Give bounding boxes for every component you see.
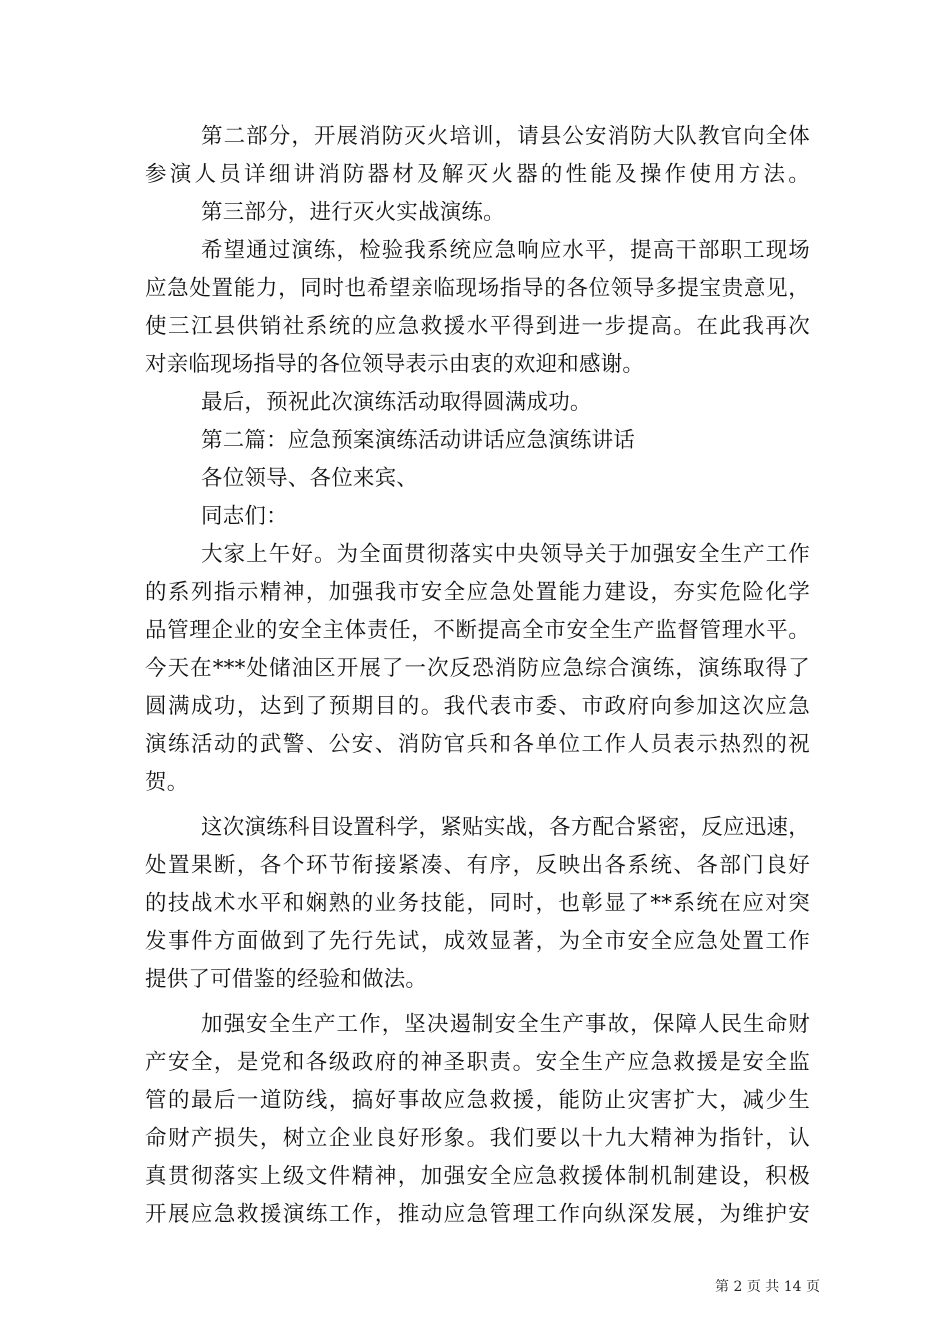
- text-line: 品管理企业的安全主体责任，不断提高全市安全生产监督管理水平。: [145, 618, 810, 643]
- section-heading: 第二篇：应急预案演练活动讲话应急演练讲话: [201, 428, 636, 453]
- text-line: 对亲临现场指导的各位领导表示由衷的欢迎和感谢。: [145, 352, 645, 377]
- text-line: 第三部分，进行灭火实战演练。: [201, 200, 505, 225]
- text-line: 的系列指示精神，加强我市安全应急处置能力建设，夯实危险化学: [145, 580, 810, 605]
- text-line: 最后，预祝此次演练活动取得圆满成功。: [201, 390, 592, 415]
- text-line: 处置果断，各个环节衔接紧凑、有序，反映出各系统、各部门良好: [145, 853, 810, 878]
- text-line: 真贯彻落实上级文件精神，加强安全应急救援体制机制建设，积极: [145, 1164, 810, 1189]
- text-line: 第二部分，开展消防灭火培训，请县公安消防大队教官向全体: [201, 124, 810, 149]
- text-line: 发事件方面做到了先行先试，成效显著，为全市安全应急处置工作: [145, 929, 810, 954]
- text-line: 应急处置能力，同时也希望亲临现场指导的各位领导多提宝贵意见，: [145, 276, 810, 301]
- paragraph-gap: [145, 802, 810, 809]
- text-line: 产安全，是党和各级政府的神圣职责。安全生产应急救援是安全监: [145, 1050, 810, 1075]
- text-line: 演练活动的武警、公安、消防官兵和各单位工作人员表示热烈的祝: [145, 732, 810, 757]
- salutation-line: 同志们：: [201, 504, 288, 529]
- text-line: 这次演练科目设置科学，紧贴实战，各方配合紧密，反应迅速，: [201, 815, 810, 840]
- text-line: 圆满成功，达到了预期目的。我代表市委、市政府向参加这次应急: [145, 694, 810, 719]
- text-line: 命财产损失，树立企业良好形象。我们要以十九大精神为指针，认: [145, 1126, 810, 1151]
- text-line: 参演人员详细讲消防器材及解灭火器的性能及操作使用方法。: [145, 162, 810, 187]
- text-line: 大家上午好。为全面贯彻落实中央领导关于加强安全生产工作: [201, 542, 810, 567]
- document-body: [145, 118, 810, 1234]
- text-line: 管的最后一道防线，搞好事故应急救援，能防止灾害扩大，减少生: [145, 1088, 810, 1113]
- text-line: 的技战术水平和娴熟的业务技能，同时，也彰显了**系统在应对突: [145, 891, 810, 916]
- text-line: 提供了可借鉴的经验和做法。: [145, 967, 428, 992]
- text-line: 加强安全生产工作，坚决遏制安全生产事故，保障人民生命财: [201, 1012, 810, 1037]
- salutation-line: 各位领导、各位来宾、: [201, 466, 419, 491]
- paragraph-gap: [145, 999, 810, 1006]
- text-line: 贺。: [145, 770, 189, 795]
- page-number: 第 2 页 共 14 页: [715, 1279, 820, 1295]
- text-line: 希望通过演练，检验我系统应急响应水平，提高干部职工现场: [201, 238, 810, 263]
- text-line: 使三江县供销社系统的应急救援水平得到进一步提高。在此我再次: [145, 314, 810, 339]
- text-line: 今天在***处储油区开展了一次反恐消防应急综合演练，演练取得了: [145, 656, 810, 681]
- text-line: 开展应急救援演练工作，推动应急管理工作向纵深发展，为维护安: [145, 1202, 810, 1227]
